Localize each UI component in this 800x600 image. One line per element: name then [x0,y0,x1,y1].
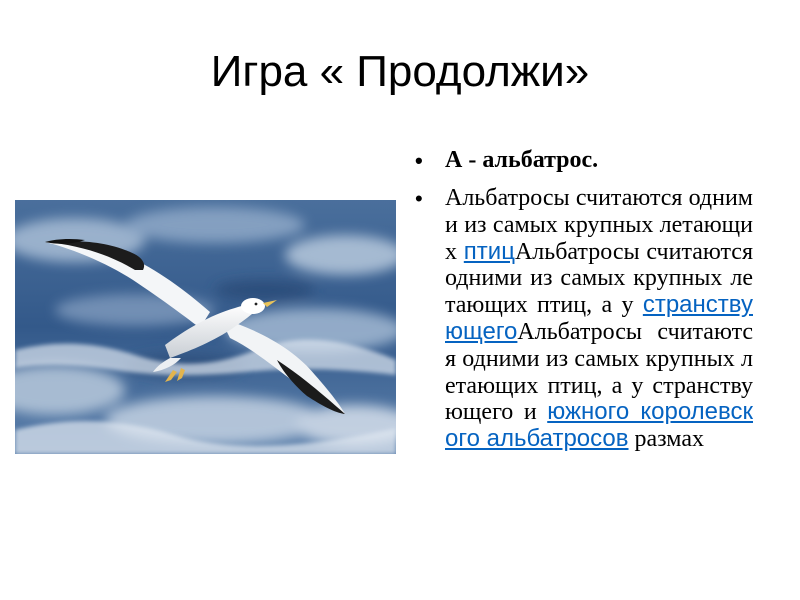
bullet-item [415,146,753,174]
bullet-marker: • [415,186,423,211]
bullet-item [415,185,753,453]
paragraph-text: Альбатросы считаются одними из самых крупных летающих птиц, а у [445,238,753,319]
link-southern-royal-albatross[interactable]: южного королевского альбатросов [445,398,753,453]
bullet-text: А - альбатрос. [445,147,599,173]
bullet-paragraph [445,185,753,452]
paragraph-text: размах [628,426,704,453]
slide-title: Игра « Продолжи» [210,47,590,96]
text-body [415,146,753,600]
link-birds[interactable]: птиц [463,237,515,265]
bullet-marker: • [415,148,423,173]
paragraph-text: Альбатросы считаются одними из самых крупных летающих птиц, а у странствующего и [445,318,753,426]
albatross-photo [15,200,396,454]
link-wandering-albatross[interactable]: странствующего [445,291,753,345]
paragraph-text: Альбатросы считаются одними из самых крупных летающих [445,185,753,265]
bullet-list [415,146,753,453]
